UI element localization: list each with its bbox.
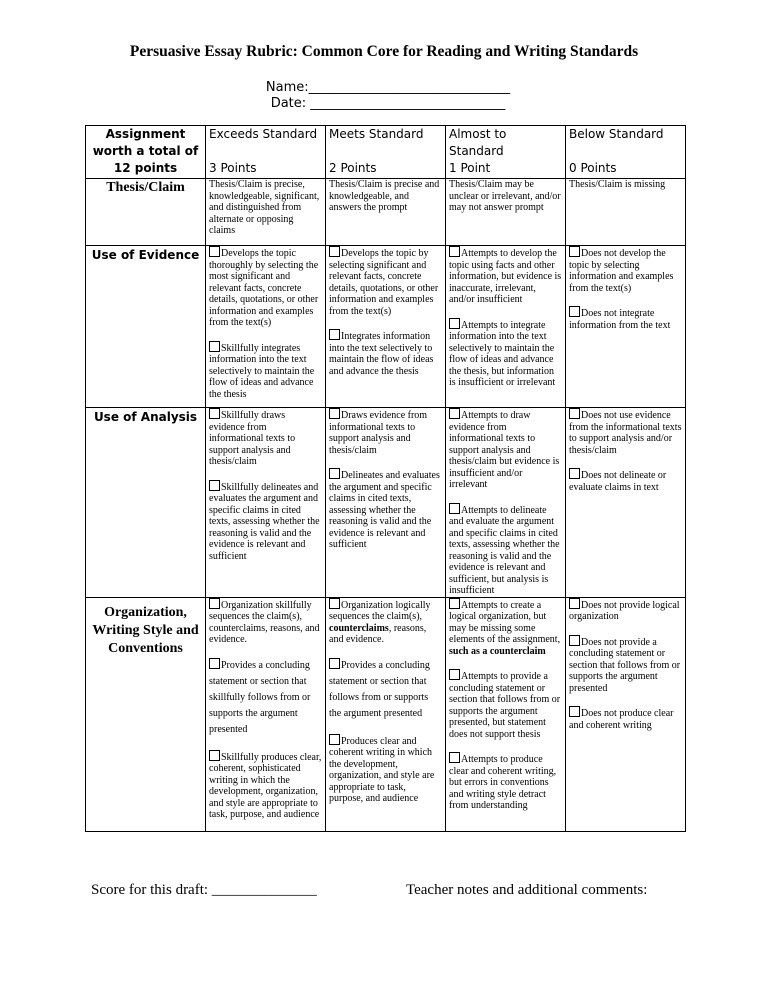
criterion-text: Organization skillfully sequences the claim(s), counterclaims, reasons, and evidence. <box>209 599 320 645</box>
criterion-text: Develops the topic by selecting significant and relevant facts, concrete details, quotations, or other information and examples from the text(s) <box>329 248 439 317</box>
header-row <box>86 126 686 179</box>
criterion-text: Thesis/Claim is precise, knowledgeable, significant, and distinguished from alternate or opposing claims <box>209 179 320 236</box>
criterion-text: Skillfully integrates information into the text selectively to maintain the flow of ideas and advance the thesis <box>209 342 315 400</box>
date-field: Date: ______________________________ <box>270 96 506 111</box>
checkbox[interactable] <box>209 750 220 761</box>
criterion-text: Does not provide a concluding statement or section that follows from or supports the argument presented <box>569 636 681 694</box>
criterion-item <box>329 468 442 551</box>
criterion-item <box>449 318 562 389</box>
checkbox[interactable] <box>329 734 340 745</box>
level-points: 1 Point <box>449 161 491 175</box>
criterion-text: Attempts to create a logical organization, but may be missing some elements of the assignment, <box>449 599 561 645</box>
level-label: Almost to Standard <box>449 127 507 158</box>
cell <box>566 597 686 831</box>
header-assignment: Assignment worth a total of 12 points <box>86 126 206 179</box>
level-points: 0 Points <box>569 161 617 175</box>
cell <box>326 179 446 246</box>
checkbox[interactable] <box>569 635 580 646</box>
criterion-item <box>569 706 682 731</box>
score-field: Score for this draft: ______________ <box>91 882 317 898</box>
criterion-text: Skillfully produces clear, coherent, sophisticated writing in which the development, organization, and style are appropriate to task, purpose, and audience <box>209 751 322 820</box>
row-label-evidence: Use of Evidence <box>86 246 206 408</box>
cell <box>446 597 566 831</box>
level-label: Exceeds Standard <box>209 127 318 141</box>
criterion-item <box>329 246 442 317</box>
row-label-analysis: Use of Analysis <box>86 408 206 598</box>
criterion-text: Produces clear and coherent writing in which the development, organization, and style are appropriate to task, purpose, and audience <box>329 735 435 804</box>
row-thesis-claim <box>86 179 686 246</box>
checkbox[interactable] <box>569 468 580 479</box>
level-label: Meets Standard <box>329 127 424 141</box>
criterion-text: Does not produce clear and coherent writing <box>569 708 674 731</box>
cell <box>566 179 686 246</box>
criterion-text: Does not delineate or evaluate claims in text <box>569 470 667 493</box>
rubric-table <box>85 125 686 832</box>
criterion-text: Thesis/Claim may be unclear or irrelevant, and/or may not answer prompt <box>449 179 561 213</box>
criterion-item <box>569 635 682 695</box>
criterion-text: Integrates information into the text selectively to maintain the flow of ideas and advance the thesis <box>329 331 434 377</box>
criterion-text: Attempts to delineate and evaluate the argument and specific claims in cited texts, assessing whether the reasoning is valid and the evidence is relevant and sufficient, but analysis is insufficient <box>449 504 560 596</box>
criterion-text: Does not integrate information from the text <box>569 308 671 331</box>
checkbox[interactable] <box>449 669 460 680</box>
criterion-item <box>209 480 322 563</box>
criterion-text: Does not provide logical organization <box>569 599 680 622</box>
checkbox[interactable] <box>449 598 460 609</box>
checkbox[interactable] <box>569 306 580 317</box>
criterion-text: Organization logically sequences the claim(s), <box>329 599 431 622</box>
checkbox[interactable] <box>209 598 220 609</box>
criterion-item <box>329 658 442 722</box>
checkbox[interactable] <box>329 598 340 609</box>
criterion-text: Attempts to draw evidence from informational texts to support analysis and thesis/claim but evidence is insufficient and/or irrelevant <box>449 410 560 490</box>
checkbox[interactable] <box>569 598 580 609</box>
criterion-item <box>569 246 682 294</box>
criterion-item <box>329 408 442 456</box>
criterion-item <box>449 408 562 491</box>
criterion-text: Provides a concluding statement or section that follows from or supports the argument presented <box>329 659 430 719</box>
criterion-item <box>569 468 682 493</box>
criterion-text: Draws evidence from informational texts to support analysis and thesis/claim <box>329 410 428 456</box>
criterion-text: Thesis/Claim is precise and knowledgeable, and answers the prompt <box>329 179 440 213</box>
criterion-text: Does not use evidence from the informational texts to support analysis and/or thesis/claim <box>569 410 682 456</box>
criterion-item <box>209 598 322 646</box>
criterion-item <box>209 246 322 329</box>
criterion-item <box>569 408 682 456</box>
criterion-item <box>449 503 562 597</box>
checkbox[interactable] <box>449 503 460 514</box>
checkbox[interactable] <box>449 408 460 419</box>
header-level-meets <box>326 126 446 179</box>
row-use-of-evidence <box>86 246 686 408</box>
criterion-text: Delineates and evaluates the argument and specific claims in cited texts, assessing whether the reasoning is valid and the evidence is relevant and sufficient <box>329 470 440 550</box>
criterion-item <box>209 408 322 468</box>
row-organization <box>86 597 686 831</box>
cell <box>206 246 326 408</box>
criterion-item <box>329 734 442 805</box>
criterion-text: Skillfully delineates and evaluates the argument and specific claims in cited texts, assessing whether the reasoning is valid and the evidence is relevant and sufficient <box>209 481 320 562</box>
checkbox[interactable] <box>209 246 220 257</box>
cell <box>446 246 566 408</box>
teacher-notes-label: Teacher notes and additional comments: <box>406 882 648 898</box>
checkbox[interactable] <box>209 480 220 491</box>
criterion-item <box>449 752 562 812</box>
criterion-item <box>209 750 322 821</box>
criterion-item <box>209 658 322 738</box>
criterion-emphasis: counterclaims <box>329 622 389 634</box>
cell <box>326 246 446 408</box>
checkbox[interactable] <box>569 246 580 257</box>
cell <box>326 408 446 598</box>
criterion-text: , reasons, and evidence. <box>329 622 427 645</box>
checkbox[interactable] <box>449 318 460 329</box>
checkbox[interactable] <box>569 408 580 419</box>
header-level-below <box>566 126 686 179</box>
criterion-item <box>569 598 682 623</box>
criterion-item <box>449 246 562 306</box>
checkbox[interactable] <box>329 329 340 340</box>
checkbox[interactable] <box>209 408 220 419</box>
checkbox[interactable] <box>209 658 220 669</box>
checkbox[interactable] <box>329 246 340 257</box>
criterion-text: Attempts to develop the topic using facts and other information, but evidence is inaccurate, irrelevant, and/or insufficient <box>449 248 562 305</box>
criterion-item <box>449 669 562 740</box>
header-level-exceeds <box>206 126 326 179</box>
checkbox[interactable] <box>329 408 340 419</box>
criterion-text: Develops the topic thoroughly by selecting the most significant and relevant facts, concrete details, quotations, or other information and examples from the text(s) <box>209 248 319 328</box>
criterion-text: Thesis/Claim is missing <box>569 179 666 190</box>
cell <box>566 408 686 598</box>
cell <box>206 179 326 246</box>
cell <box>566 246 686 408</box>
criterion-text: Attempts to produce clear and coherent writing, but errors in conventions and writing style detract from understanding <box>449 754 557 811</box>
level-points: 3 Points <box>209 161 257 175</box>
checkbox[interactable] <box>209 341 220 352</box>
criterion-item <box>449 598 562 658</box>
criterion-item <box>209 341 322 401</box>
page-title: Persuasive Essay Rubric: Common Core for Reading and Writing Standards <box>129 43 639 60</box>
checkbox[interactable] <box>569 706 580 717</box>
checkbox[interactable] <box>449 752 460 763</box>
header-level-almost <box>446 126 566 179</box>
criterion-text: Provides a concluding statement or section that skillfully follows from or supports the argument presented <box>209 659 311 735</box>
checkbox[interactable] <box>449 246 460 257</box>
checkbox[interactable] <box>329 658 340 669</box>
criterion-text: Skillfully draws evidence from informational texts to support analysis and thesis/claim <box>209 410 296 467</box>
cell <box>446 179 566 246</box>
level-points: 2 Points <box>329 161 377 175</box>
name-field: Name:_______________________________ <box>265 80 511 95</box>
level-label: Below Standard <box>569 127 664 141</box>
criterion-item <box>569 306 682 331</box>
cell <box>206 408 326 598</box>
criterion-emphasis: such as a counterclaim <box>449 645 546 657</box>
cell <box>446 408 566 598</box>
criterion-item <box>329 329 442 377</box>
checkbox[interactable] <box>329 468 340 479</box>
row-label-organization: Organization, Writing Style and Conventions <box>86 597 206 831</box>
cell <box>326 597 446 831</box>
criterion-item <box>329 598 442 646</box>
criterion-text: Attempts to provide a concluding statement or section that follows from or supports the argument presented, but statement does not support thesis <box>449 671 561 740</box>
row-use-of-analysis <box>86 408 686 598</box>
criterion-text: Attempts to integrate information into the text selectively to maintain the flow of ideas and advance the thesis, but information is insufficient or irrelevant <box>449 319 556 388</box>
criterion-text: Does not develop the topic by selecting information and examples from the text(s) <box>569 248 674 294</box>
cell <box>206 597 326 831</box>
row-label-thesis: Thesis/Claim <box>86 179 206 246</box>
